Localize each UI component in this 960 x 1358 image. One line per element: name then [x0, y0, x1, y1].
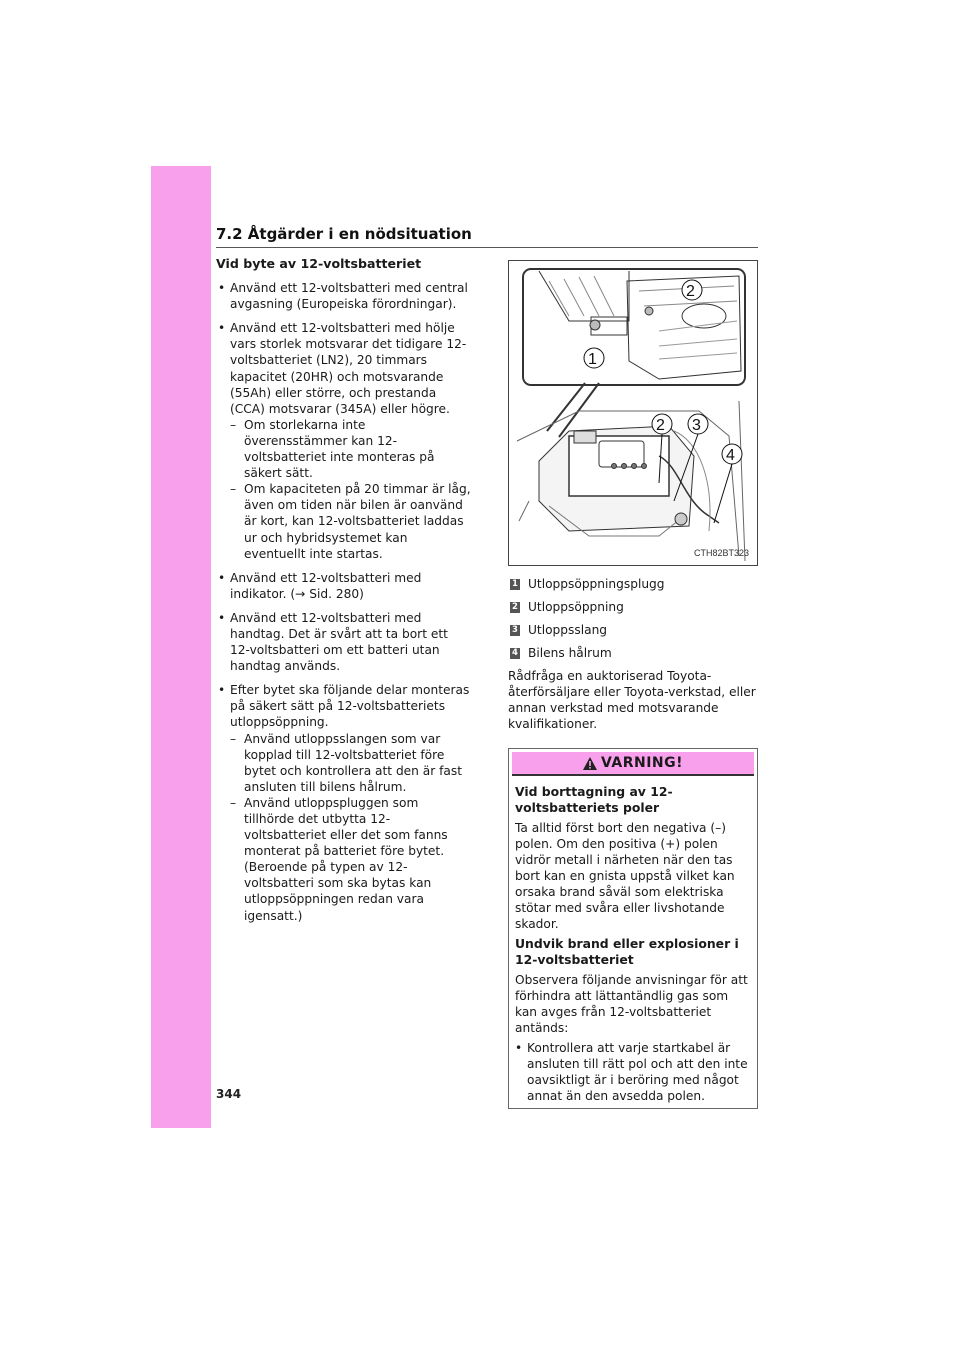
sub-item: [216, 795, 471, 924]
warning-bullet-text: Kontrollera att varje startkabel är ansluten till rätt pol och att den inte oavsiktligt är i beröring med något annat än den avsedda polen.: [527, 1041, 748, 1103]
battery-illustration: [509, 261, 757, 565]
legend-label: Utloppsslang: [528, 623, 608, 637]
warning-title-bar: [512, 752, 754, 776]
warning-triangle-icon: [583, 757, 597, 770]
battery-figure: [508, 260, 758, 566]
legend: [508, 576, 758, 661]
legend-label: Utloppsöppningsplugg: [528, 577, 665, 591]
number-badge: 1: [510, 579, 520, 590]
bullet-text[interactable]: Använd ett 12-voltsbatteri med indikator. (→ Sid. 280): [230, 570, 422, 601]
dash-mark: –: [230, 482, 237, 497]
bullet-dot: •: [218, 281, 226, 296]
chapter-side-band: [151, 166, 211, 1128]
bullet-dot: •: [218, 570, 226, 585]
warning-paragraph: Ta alltid först bort den negativa (–) polen. Om den positiva (+) polen vidrör metall i närheten när den tas bort kan en gnista uppstå vilket kan orsaka brand såväl som elektriska stötar med svåra eller livshotande skador.: [515, 821, 735, 931]
sub-item: [216, 731, 471, 795]
advice-text: Rådfråga en auktoriserad Toyota-återförsäljare eller Toyota-verkstad, eller annan verkstad med motsvarande kvalifikationer.: [508, 669, 756, 731]
warning-box: [508, 748, 758, 1109]
sub-item: [216, 481, 471, 561]
bullet-dot: •: [515, 1041, 523, 1055]
bullet-dot: •: [218, 683, 226, 698]
sub-text: Använd utloppsslangen som var kopplad till 12-voltsbatteriet före bytet och kontrollera att den är fast ansluten till bilens hålrum.: [244, 731, 463, 794]
bullet-item: [216, 682, 471, 923]
warning-heading: Undvik brand eller explosioner i 12-voltsbatteriet: [515, 936, 739, 967]
left-column: [216, 256, 471, 932]
callout-2-bottom: 2: [656, 417, 665, 434]
sub-text: Använd utloppspluggen som tillhörde det utbytta 12-voltsbatteriet eller det som fanns monterat på batteriet före bytet. (Beroende på typen av 12-voltsbatteri som ska bytas kan utloppsöppningen redan vara igensatt.): [244, 795, 448, 923]
bullet-item: [216, 280, 471, 312]
bullet-text: Använd ett 12-voltsbatteri med hölje vars storlek motsvarar det tidigare 12-voltsbatteriet (LN2), 20 timmars kapacitet (20HR) och motsvarande (55Ah) eller större, och prestanda (CCA) motsvarar (345A) eller högre.: [230, 321, 467, 416]
section-header: 7.2 Åtgärder i en nödsituation: [216, 225, 758, 248]
callout-1: 1: [588, 351, 597, 368]
bullet-text: Använd ett 12-voltsbatteri med central avgasning (Europeiska förordningar).: [230, 281, 468, 312]
legend-item: [508, 599, 758, 615]
sub-item: [216, 417, 471, 481]
dash-mark: –: [230, 795, 237, 810]
legend-label: Utloppsöppning: [528, 600, 624, 614]
dash-mark: –: [230, 731, 237, 746]
sub-text: Om kapaciteten på 20 timmar är låg, även om tiden när bilen är oanvänd är kort, kan 12-voltsbatteriet laddas ur och hybridsystemet kan eventuellt inte startas.: [244, 482, 471, 561]
bullet-text: Använd ett 12-voltsbatteri med handtag. Det är svårt att ta bort ett 12-voltsbatteri om ett batteri utan handtag används.: [230, 610, 448, 674]
warning-body: [509, 776, 757, 1104]
callout-3: 3: [692, 417, 701, 434]
left-heading: Vid byte av 12-voltsbatteriet: [216, 256, 422, 271]
callout-2-top: 2: [686, 283, 695, 300]
warning-bullet: [515, 1040, 751, 1104]
page-number: 344: [216, 1087, 242, 1101]
warning-heading: Vid borttagning av 12-voltsbatteriets poler: [515, 784, 673, 815]
warning-title: VARNING!: [600, 755, 684, 771]
legend-item: [508, 576, 758, 592]
warning-paragraph: Observera följande anvisningar för att förhindra att lättantändlig gas som kan avges från 12-voltsbatteriet antänds:: [515, 973, 748, 1035]
number-badge: 4: [510, 648, 520, 659]
figure-code: CTH82BT323: [693, 548, 749, 558]
bullet-item: [216, 570, 471, 602]
sub-text: Om storlekarna inte överensstämmer kan 12-voltsbatteriet inte monteras på säkert sätt.: [244, 417, 435, 481]
number-badge: 2: [510, 602, 520, 613]
dash-mark: –: [230, 417, 237, 432]
bullet-dot: •: [218, 610, 226, 625]
callout-4: 4: [726, 447, 735, 464]
number-badge: 3: [510, 625, 520, 636]
right-column: [508, 260, 758, 1109]
bullet-dot: •: [218, 321, 226, 336]
legend-item: [508, 622, 758, 638]
bullet-text: Efter bytet ska följande delar monteras på säkert sätt på 12-voltsbatteriets utloppsöppning.: [230, 683, 470, 730]
bullet-item: [216, 320, 471, 561]
legend-item: [508, 645, 758, 661]
bullet-item: [216, 610, 471, 674]
legend-label: Bilens hålrum: [528, 646, 612, 660]
